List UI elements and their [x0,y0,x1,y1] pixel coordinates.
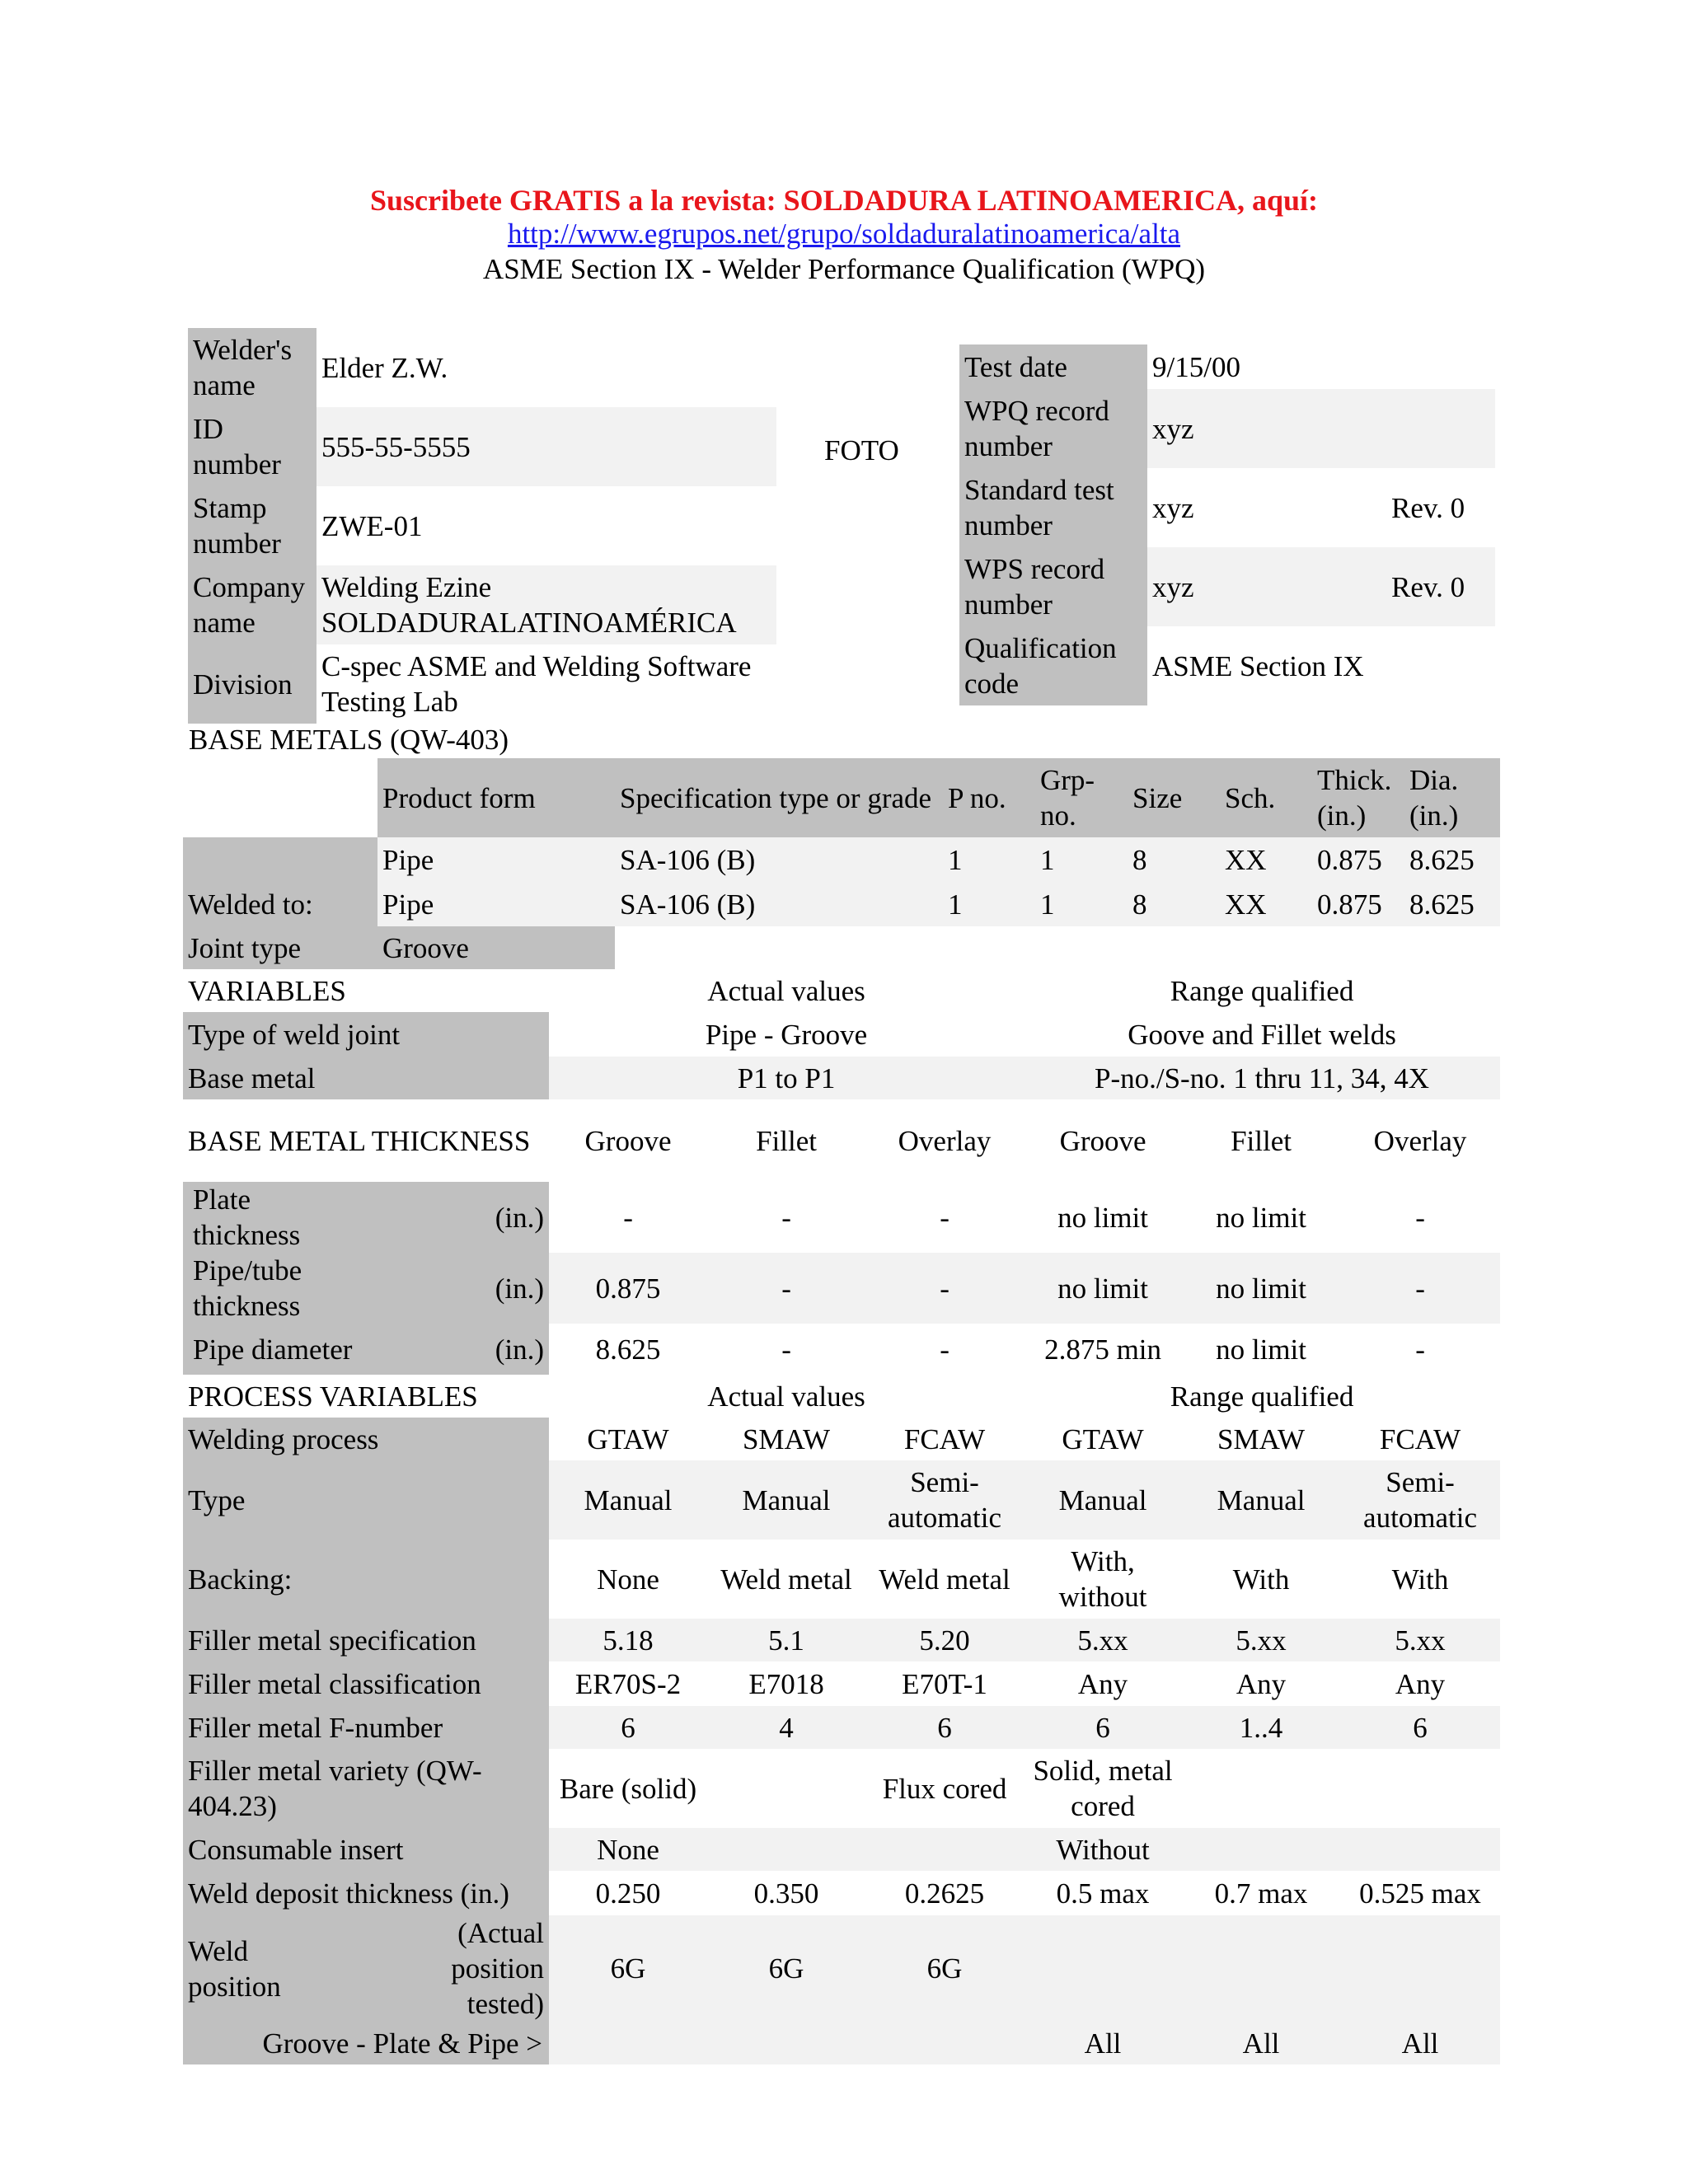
welder-info-table [188,328,776,724]
cell: 1 [943,837,1035,882]
cell: Solid, metal cored [1033,1755,1173,1822]
photo-placeholder: FOTO [824,434,899,466]
cell: With [1391,1563,1449,1596]
standard-test-rev: Rev. 0 [1391,491,1465,524]
cell: With [1232,1563,1290,1596]
col-p-no: P no. [943,758,1035,837]
filler-spec-label: Filler metal specification [183,1619,549,1661]
cell [707,1749,865,1828]
table-row [183,1253,1500,1324]
division-value: C-spec ASME and Welding Software Testing Lab [321,650,752,718]
backing-label: Backing: [183,1540,549,1619]
id-number-label: ID number [188,407,316,486]
weld-position-label-c: position [188,1970,281,2003]
table-row [183,1012,1500,1057]
subscribe-link[interactable]: http://www.egrupos.net/grupo/soldaduralatinoamerica/alta [507,218,1181,250]
blank-cell [707,1828,1024,1871]
filler-variety-label: Filler metal variety (QW-404.23) [183,1749,549,1828]
qualification-code-label: Qualification code [959,626,1147,705]
cell: XX [1220,882,1312,926]
col-dia: Dia. (in.) [1404,758,1500,837]
blank-cell [1182,1915,1340,2022]
base-metals-table [183,758,1500,969]
cell: E7018 [748,1667,824,1700]
cell: no limit [1182,1253,1340,1324]
cell: All [1182,2022,1340,2064]
welder-name-label: Welder's name [188,328,316,407]
cell: 8.625 [1404,837,1500,882]
blank-cell [549,2022,707,2064]
welder-name-value: Elder Z.W. [321,351,448,384]
cell: 0.525 max [1359,1877,1481,1910]
col-groove-range: Groove [1059,1124,1146,1157]
cell: Semi-automatic [865,1460,1024,1540]
cell: GTAW [587,1422,669,1455]
standard-test-value: xyz [1152,491,1194,524]
cell: XX [1220,837,1312,882]
cell: no limit [1216,1333,1306,1366]
test-date-label: Test date [959,344,1147,389]
qualification-code-value: ASME Section IX [1152,649,1364,682]
cell: - [781,1201,791,1234]
unit: (in.) [363,1182,549,1253]
variables-table [183,969,1500,2064]
welded-to-label: Welded to: [183,882,377,926]
insert-range: Without [1024,1828,1182,1871]
blank-cell [1340,1915,1500,2022]
cell: 0.875 [549,1253,707,1324]
table-row [183,837,1500,882]
cell: All [1340,2022,1500,2064]
cell: SA-106 (B) [615,837,943,882]
cell: 6G [549,1915,707,2022]
cell: SMAW [1217,1422,1306,1455]
base-metals-blank [183,758,377,837]
cell: no limit [1216,1201,1306,1234]
table-row [183,1460,1500,1540]
table-row [183,2022,1500,2064]
cell: 8.625 [595,1333,661,1366]
cell: Any [1236,1667,1287,1700]
cell: 8 [1128,837,1220,882]
standard-test-label: Standard test number [959,468,1147,547]
col-grp-no: Grp-no. [1035,758,1128,837]
pipe-thickness-label: Pipe/tube thickness [183,1253,363,1324]
weld-position-note [363,1915,549,2022]
unit: (in.) [363,1253,549,1324]
joint-type-value: Groove [377,926,615,969]
company-name-value: Welding Ezine SOLDADURALATINOAMÉRICA [316,565,776,644]
cell: 6 [865,1706,1024,1749]
col-sch: Sch. [1220,758,1312,837]
cell: None [597,1563,659,1596]
consumable-insert-label: Consumable insert [183,1828,549,1871]
weld-joint-label: Type of weld joint [183,1012,549,1057]
wps-record-value: xyz [1147,547,1386,626]
cell: 5.xx [1182,1619,1340,1661]
document-title: ASME Section IX - Welder Performance Qualification (WPQ) [482,253,1206,285]
cell: 0.250 [595,1877,661,1910]
wps-record-rev: Rev. 0 [1386,547,1495,626]
table-row [183,1540,1500,1619]
col-groove-actual: Groove [584,1124,672,1157]
blank-cell [707,2022,865,2064]
promo-banner: Suscribete GRATIS a la revista: SOLDADURA LATINOAMERICA, aquí: [369,184,1319,217]
cell: - [940,1333,950,1366]
variables-title: VARIABLES [188,974,346,1007]
cell: no limit [1024,1253,1182,1324]
cell [1182,1749,1340,1828]
table-row [183,1418,1500,1460]
cell: 0.350 [753,1877,819,1910]
col-product-form: Product form [377,758,615,837]
cell: 0.2625 [904,1877,985,1910]
table-row [183,1057,1500,1099]
cell: 1 [943,882,1035,926]
range-qualified-header: Range qualified [1170,974,1354,1007]
filler-class-label: Filler metal classification [183,1661,549,1706]
cell: Pipe [377,882,615,926]
cell: Any [1077,1667,1128,1700]
cell: 5.18 [549,1619,707,1661]
cell: - [1415,1201,1425,1234]
id-number-value: 555-55-5555 [316,407,776,486]
process-range-header: Range qualified [1170,1380,1354,1413]
cell: 6G [707,1915,865,2022]
joint-type-label: Joint type [183,926,377,969]
cell: 6 [1024,1706,1182,1749]
cell: Weld metal [720,1563,852,1596]
cell: - [623,1201,633,1234]
table-row [183,1706,1500,1749]
wpq-record-label: WPQ record number [959,389,1147,468]
plate-thickness-label: Plate thickness [183,1182,363,1253]
cell: ER70S-2 [574,1667,682,1700]
cell: Manual [549,1460,707,1540]
cell: 8 [1128,882,1220,926]
cell: FCAW [1379,1422,1461,1455]
col-overlay-range: Overlay [1373,1124,1467,1157]
cell: Semi-automatic [1340,1460,1500,1540]
table-row [183,1324,1500,1375]
cell: SA-106 (B) [615,882,943,926]
cell: Manual [1182,1460,1340,1540]
table-row [183,1871,1500,1915]
blank-cell [865,2022,1024,2064]
weld-position-label-b: (Actual position [451,1917,545,1985]
weld-joint-actual: Pipe - Groove [705,1018,868,1051]
col-spec-type: Specification type or grade [615,758,943,837]
table-row [183,882,1500,926]
cell: no limit [1057,1201,1148,1234]
cell: FCAW [903,1422,986,1455]
test-info-table [959,344,1495,705]
blank-cell [615,926,1500,969]
cell: 0.875 [1312,837,1404,882]
cell: Manual [707,1460,865,1540]
cell: 6 [549,1706,707,1749]
cell: 0.7 max [1214,1877,1308,1910]
cell: 6 [1340,1706,1500,1749]
cell: 0.5 max [1056,1877,1150,1910]
cell: 5.xx [1340,1619,1500,1661]
cell: E70T-1 [902,1667,987,1700]
cell: All [1024,2022,1182,2064]
insert-actual: None [549,1828,707,1871]
deposit-thickness-label: Weld deposit thickness (in.) [183,1871,549,1915]
wps-record-label: WPS record number [959,547,1147,626]
col-fillet-range: Fillet [1231,1124,1292,1157]
col-overlay-actual: Overlay [898,1124,992,1157]
thickness-title: BASE METAL THICKNESS [188,1124,531,1157]
cell: SMAW [742,1422,831,1455]
table-row [183,1619,1500,1661]
actual-values-header: Actual values [707,974,865,1007]
cell: 6G [865,1915,1024,2022]
cell: Manual [1024,1460,1182,1540]
base-metals-title: BASE METALS (QW-403) [189,724,509,756]
wpq-record-value: xyz [1147,389,1495,468]
row-label [183,837,377,882]
type-label: Type [183,1460,549,1540]
cell: - [781,1333,791,1366]
table-row [183,1749,1500,1828]
division-label: Division [188,644,316,724]
cell: 4 [707,1706,865,1749]
f-number-label: Filler metal F-number [183,1706,549,1749]
cell: Any [1395,1667,1446,1700]
cell: 1 [1035,882,1128,926]
cell: GTAW [1062,1422,1144,1455]
weld-position-label-d: tested) [467,1988,545,2020]
weld-position-label-a: Weld [188,1934,248,1967]
col-fillet-actual: Fillet [756,1124,817,1157]
process-actual-header: Actual values [707,1380,865,1413]
process-title: PROCESS VARIABLES [188,1380,478,1413]
cell [1340,1749,1500,1828]
stamp-number-label: Stamp number [188,486,316,565]
stamp-number-value: ZWE-01 [321,509,423,542]
cell: 2.875 min [1044,1333,1162,1366]
pipe-diameter-label: Pipe diameter [183,1324,363,1375]
blank-cell [1024,1915,1182,2022]
table-row [183,1915,1500,2022]
blank-cell [1182,1828,1500,1871]
test-date-value: 9/15/00 [1152,350,1240,383]
cell: 0.875 [1312,882,1404,926]
cell: Pipe [377,837,615,882]
col-thick: Thick. (in.) [1312,758,1404,837]
cell: - [865,1253,1024,1324]
col-size: Size [1128,758,1220,837]
base-metal-label: Base metal [183,1057,549,1099]
cell: 5.xx [1024,1619,1182,1661]
cell: 1 [1035,837,1128,882]
cell: Bare (solid) [559,1772,697,1805]
table-row [183,1828,1500,1871]
cell: 5.1 [707,1619,865,1661]
cell: 1..4 [1182,1706,1340,1749]
table-row [183,1182,1500,1253]
cell: - [1415,1333,1425,1366]
base-metal-range: P-no./S-no. 1 thru 11, 34, 4X [1024,1057,1500,1099]
base-metal-actual: P1 to P1 [549,1057,1024,1099]
weld-position-label [183,1915,363,2022]
cell: - [707,1253,865,1324]
cell: Flux cored [882,1772,1007,1805]
cell: - [940,1201,950,1234]
company-name-label: Company name [188,565,316,644]
weld-joint-range: Goove and Fillet welds [1128,1018,1396,1051]
table-row [183,1661,1500,1706]
cell: 5.20 [865,1619,1024,1661]
cell: Weld metal [879,1563,1010,1596]
cell: 8.625 [1404,882,1500,926]
unit: (in.) [363,1324,549,1375]
cell: With, without [1058,1545,1147,1613]
cell: - [1340,1253,1500,1324]
welding-process-label: Welding process [183,1418,549,1460]
groove-plate-pipe-label: Groove - Plate & Pipe > [183,2022,549,2064]
